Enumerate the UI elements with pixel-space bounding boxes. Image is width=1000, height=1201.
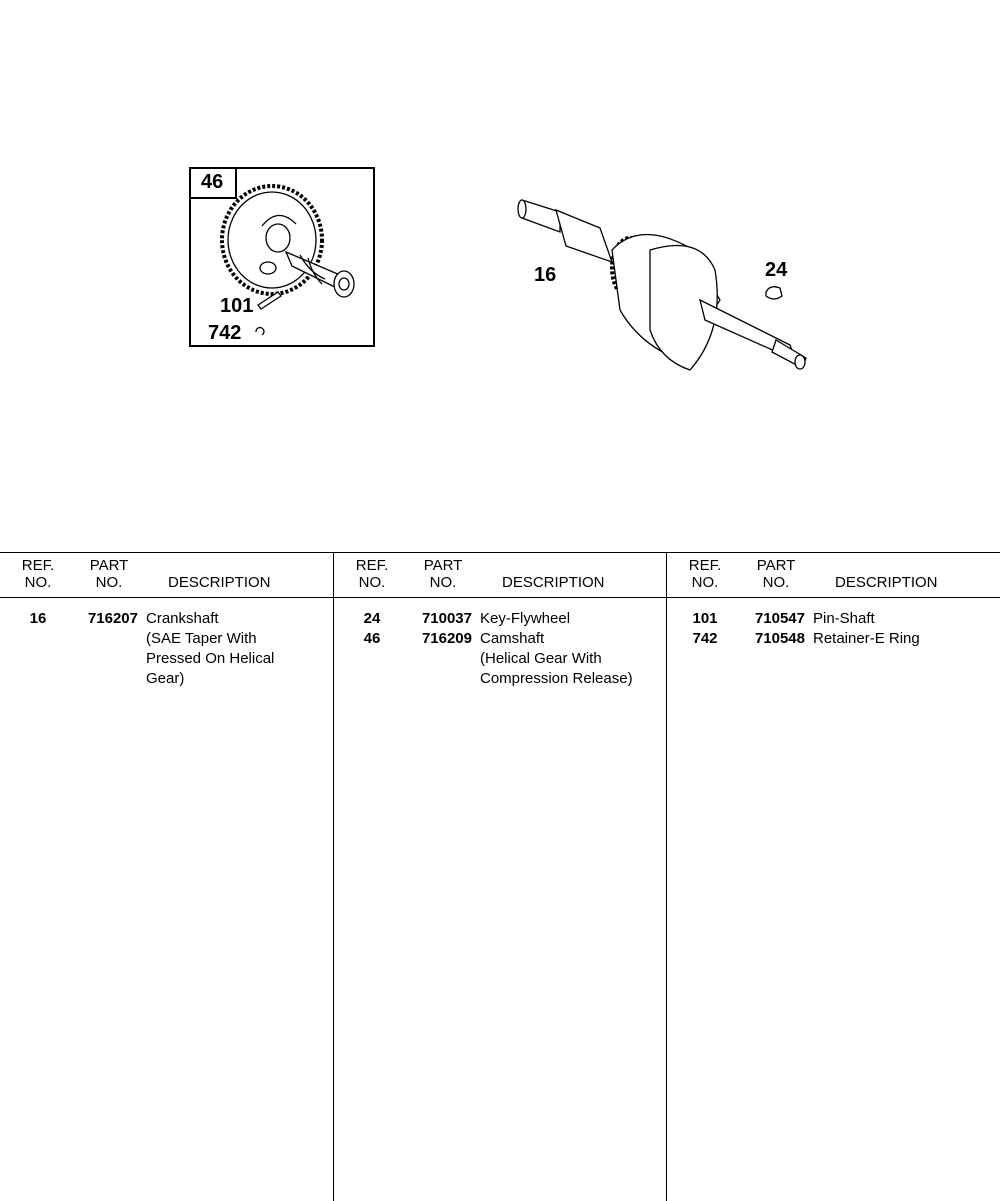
header-part-no: NO.	[429, 574, 457, 591]
table-rows	[0, 609, 333, 689]
header-description: DESCRIPTION	[168, 574, 271, 591]
camshaft-drawing	[222, 186, 354, 297]
parts-column-3	[666, 553, 1000, 1201]
ref-number: 101	[692, 610, 718, 627]
header-ref: REF.	[21, 557, 55, 574]
table-row	[667, 629, 1000, 649]
description-line: Camshaft	[480, 630, 545, 647]
part-number: 716209	[421, 630, 472, 647]
description-line: (SAE Taper With	[146, 630, 257, 647]
part-description	[480, 629, 667, 689]
table-row	[334, 629, 667, 689]
header-part-no: NO.	[762, 574, 790, 591]
table-header	[667, 553, 1000, 598]
header-part: PART	[89, 557, 129, 574]
header-ref: REF.	[355, 557, 389, 574]
description-line: Key-Flywheel	[480, 610, 571, 627]
ref-number: 24	[363, 610, 381, 627]
header-part-no: NO.	[95, 574, 123, 591]
table-rows	[334, 609, 667, 689]
header-part: PART	[756, 557, 796, 574]
table-row	[0, 609, 333, 689]
table-header	[0, 553, 333, 598]
header-description: DESCRIPTION	[835, 574, 938, 591]
description-line: Retainer-E Ring	[813, 630, 920, 647]
parts-column-1	[0, 553, 333, 1201]
description-line: (Helical Gear With	[480, 650, 602, 667]
parts-diagram	[0, 0, 1000, 540]
ref-number: 742	[692, 630, 718, 647]
part-description	[480, 609, 667, 629]
description-line: Crankshaft	[146, 610, 219, 627]
callout-46: 46	[201, 171, 224, 193]
description-line: Pin-Shaft	[813, 610, 875, 627]
parts-column-2	[333, 553, 667, 1201]
callout-101: 101	[220, 295, 254, 317]
part-description	[146, 609, 333, 689]
header-ref-no: NO.	[358, 574, 386, 591]
part-number: 710548	[754, 630, 805, 647]
ref-number: 16	[29, 610, 47, 627]
key-drawing	[766, 287, 782, 299]
header-ref-no: NO.	[24, 574, 52, 591]
diagram-artwork	[0, 0, 1000, 540]
header-ref-no: NO.	[691, 574, 719, 591]
table-header	[334, 553, 667, 598]
crankshaft-drawing	[518, 200, 806, 370]
e-ring-drawing	[256, 328, 264, 335]
callout-24: 24	[765, 259, 788, 281]
description-line: Gear)	[146, 670, 185, 687]
parts-list-table	[0, 552, 1000, 1201]
part-number: 716207	[87, 610, 138, 627]
description-line: Pressed On Helical	[146, 650, 275, 667]
table-row	[667, 609, 1000, 629]
callout-16: 16	[534, 264, 557, 286]
table-rows	[667, 609, 1000, 649]
header-ref: REF.	[688, 557, 722, 574]
part-number: 710037	[421, 610, 472, 627]
description-line: Compression Release)	[480, 670, 633, 687]
part-number: 710547	[754, 610, 805, 627]
part-description	[813, 629, 1000, 649]
header-part: PART	[423, 557, 463, 574]
ref-number: 46	[363, 630, 381, 647]
table-row	[334, 609, 667, 629]
callout-742: 742	[208, 322, 242, 344]
part-description	[813, 609, 1000, 629]
header-description: DESCRIPTION	[502, 574, 605, 591]
